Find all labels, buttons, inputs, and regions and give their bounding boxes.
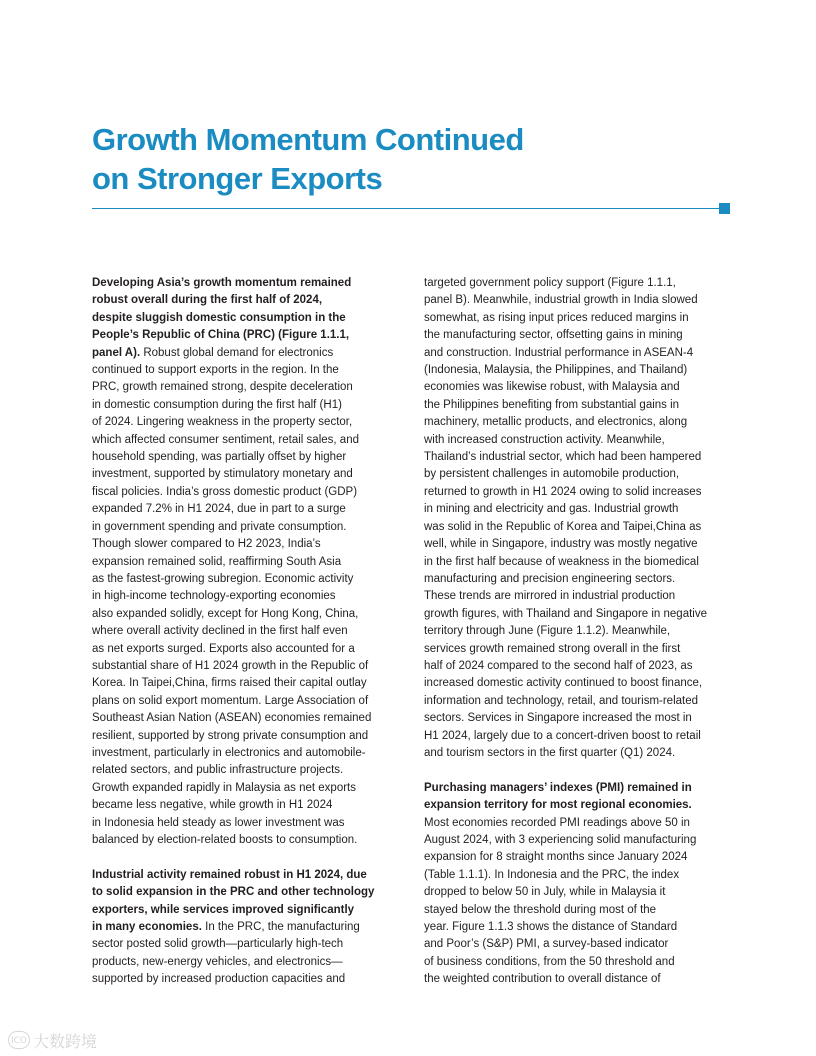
text-run: increased domestic activity continued to boost finance,: [424, 677, 703, 690]
text-run: balanced by election-related boosts to consumption.: [92, 834, 358, 846]
text-line: [424, 780, 729, 797]
text-line: [424, 641, 729, 658]
text-line: [92, 728, 397, 745]
text-line: [424, 449, 729, 466]
text-run: products, new-energy vehicles, and electronics—: [92, 955, 343, 968]
divider-end-square: [719, 203, 730, 214]
text-line: [424, 971, 729, 988]
bold-run: panel A).: [92, 346, 141, 359]
text-run: panel B). Meanwhile, industrial growth in India slowed: [424, 294, 698, 307]
text-run: growth figures, with Thailand and Singapore in negative: [424, 607, 707, 620]
text-line: [424, 797, 729, 814]
text-line: [424, 536, 729, 553]
text-line: [92, 762, 397, 779]
text-line: [92, 432, 397, 449]
text-run: In the PRC, the manufacturing: [201, 921, 360, 934]
text-line: [424, 728, 729, 745]
text-line: [92, 519, 397, 536]
text-run: Though slower compared to H2 2023, India’s: [92, 538, 321, 551]
text-line: [424, 466, 729, 483]
text-line: [92, 919, 397, 936]
text-run: was solid in the Republic of Korea and Taipei,China as: [424, 520, 702, 533]
text-line: [92, 884, 397, 901]
text-run: Robust global demand for electronics: [140, 346, 334, 359]
text-line: [92, 310, 397, 327]
text-line: [92, 780, 397, 797]
text-line: [92, 641, 397, 658]
text-line: [424, 432, 729, 449]
text-run: August 2024, with 3 experiencing solid manufacturing: [424, 833, 697, 846]
paragraph-pmi: [424, 780, 729, 989]
text-line: [424, 745, 729, 762]
text-line: [424, 519, 729, 536]
text-line: [424, 658, 729, 675]
right-column: [424, 275, 729, 989]
bold-run: exporters, while services improved significantly: [92, 903, 355, 916]
text-line: [424, 815, 729, 832]
text-run: continued to support exports in the region. In the: [92, 364, 339, 377]
text-run: manufacturing and precision engineering sectors.: [424, 572, 676, 585]
text-line: [92, 710, 397, 727]
bold-run: People’s Republic of China (PRC) (Figure 1.1.1,: [92, 329, 350, 342]
text-run: H1 2024, largely due to a concert-driven boost to retail: [424, 729, 701, 742]
text-line: [424, 397, 729, 414]
text-run: targeted government policy support (Figure 1.1.1,: [424, 277, 676, 289]
watermark: [8, 1029, 97, 1051]
text-line: [424, 849, 729, 866]
text-line: [92, 397, 397, 414]
title-divider: [92, 208, 720, 209]
text-run: in mining and electricity and gas. Industrial growth: [424, 503, 679, 516]
text-run: as the fastest-growing subregion. Economic activity: [92, 572, 354, 585]
text-line: [424, 710, 729, 727]
text-line: [92, 536, 397, 553]
text-line: [92, 815, 397, 832]
text-run: stayed below the threshold during most of the: [424, 903, 657, 916]
text-run: (Table 1.1.1). In Indonesia and the PRC, the index: [424, 868, 680, 881]
text-line: [424, 362, 729, 379]
text-run: economies was likewise robust, with Malaysia and: [424, 381, 680, 394]
text-run: the manufacturing sector, offsetting gains in mining: [424, 329, 683, 342]
text-run: in government spending and private consumption.: [92, 520, 347, 533]
text-run: and tourism sectors in the first quarter (Q1) 2024.: [424, 746, 676, 759]
text-run: household spending, was partially offset by higher: [92, 451, 347, 464]
text-run: Korea. In Taipei,China, firms raised their capital outlay: [92, 677, 367, 690]
text-run: returned to growth in H1 2024 owing to solid increases: [424, 485, 702, 498]
text-run: of business conditions, from the 50 threshold and: [424, 955, 675, 968]
text-run: in domestic consumption during the first half (H1): [92, 398, 342, 411]
text-run: Southeast Asian Nation (ASEAN) economies remained: [92, 712, 372, 725]
text-run: Most economies recorded PMI readings above 50 in: [424, 816, 690, 829]
text-line: [424, 292, 729, 309]
text-run: resilient, supported by strong private consumption and: [92, 729, 369, 742]
text-line: [424, 571, 729, 588]
text-run: with increased construction activity. Meanwhile,: [424, 433, 665, 446]
text-line: [92, 449, 397, 466]
text-run: in the first half because of weakness in the biomedical: [424, 555, 699, 568]
text-run: machinery, metallic products, and electronics, along: [424, 416, 688, 429]
text-line: [92, 797, 397, 814]
text-run: Growth expanded rapidly in Malaysia as net exports: [92, 781, 357, 794]
text-line: [424, 675, 729, 692]
bold-run: robust overall during the first half of 2024,: [92, 294, 323, 307]
text-line: [92, 902, 397, 919]
paragraph-growth-momentum: [92, 275, 397, 849]
page-title: [92, 120, 732, 198]
text-run: information and technology, retail, and tourism-related: [424, 694, 699, 707]
text-run: sectors. Services in Singapore increased the most in: [424, 712, 692, 725]
text-run: dropped to below 50 in July, while in Malaysia it: [424, 886, 666, 899]
text-run: expansion for 8 straight months since January 2024: [424, 851, 688, 864]
text-run: sector posted solid growth—particularly high-tech: [92, 938, 344, 951]
text-line: [92, 658, 397, 675]
text-line: [424, 414, 729, 431]
text-line: [424, 936, 729, 953]
text-line: [424, 588, 729, 605]
text-line: [424, 884, 729, 901]
watermark-text: 大数跨境: [33, 1031, 98, 1051]
text-line: [424, 919, 729, 936]
text-line: [92, 867, 397, 884]
paragraph-industrial-activity: [92, 867, 397, 989]
text-run: Thailand’s industrial sector, which had been hampered: [424, 451, 702, 464]
bold-run: in many economies.: [92, 921, 202, 934]
text-line: [92, 554, 397, 571]
text-line: [424, 310, 729, 327]
text-run: well, while in Singapore, industry was mostly negative: [424, 538, 698, 551]
text-run: expanded 7.2% in H1 2024, due in part to a surge: [92, 503, 346, 516]
text-run: where overall activity declined in the first half even: [92, 625, 348, 638]
text-line: [424, 867, 729, 884]
text-line: [424, 275, 729, 292]
text-run: services growth remained strong overall in the first: [424, 642, 681, 655]
text-line: [424, 501, 729, 518]
text-line: [92, 484, 397, 501]
text-run: investment, supported by stimulatory monetary and: [92, 468, 353, 481]
text-line: [424, 606, 729, 623]
text-run: investment, particularly in electronics and automobile-: [92, 746, 366, 759]
text-run: territory through June (Figure 1.1.2). Meanwhile,: [424, 625, 671, 638]
bold-run: Industrial activity remained robust in H1 2024, due: [92, 868, 367, 881]
text-line: [424, 379, 729, 396]
text-line: [424, 832, 729, 849]
text-line: [92, 275, 397, 292]
text-run: which affected consumer sentiment, retail sales, and: [92, 433, 359, 446]
text-run: fiscal policies. India’s gross domestic product (GDP): [92, 485, 358, 498]
text-line: [424, 623, 729, 640]
text-line: [92, 292, 397, 309]
text-run: and construction. Industrial performance in ASEAN-4: [424, 346, 694, 359]
text-line: [92, 379, 397, 396]
text-line: [424, 693, 729, 710]
text-line: [92, 954, 397, 971]
bold-run: Developing Asia’s growth momentum remained: [92, 277, 352, 289]
text-line: [92, 606, 397, 623]
page-title-line-1: Growth Momentum Continued: [92, 122, 524, 157]
left-column: [92, 275, 397, 989]
text-line: [92, 466, 397, 483]
text-run: year. Figure 1.1.3 shows the distance of Standard: [424, 921, 678, 934]
text-run: expansion remained solid, reaffirming South Asia: [92, 555, 342, 568]
text-run: as net exports surged. Exports also accounted for a: [92, 642, 355, 655]
text-line: [424, 554, 729, 571]
text-line: [92, 936, 397, 953]
text-run: somewhat, as rising input prices reduced margins in: [424, 311, 689, 324]
text-line: [92, 623, 397, 640]
text-line: [92, 832, 397, 849]
paragraph-industrial-continued: [424, 275, 729, 762]
text-line: [424, 902, 729, 919]
text-line: [92, 971, 397, 988]
text-line: [424, 484, 729, 501]
text-run: related sectors, and public infrastructure projects.: [92, 764, 344, 777]
text-run: plans on solid export momentum. Large Association of: [92, 694, 369, 707]
text-run: supported by increased production capacities and: [92, 973, 346, 986]
text-run: substantial share of H1 2024 growth in the Republic of: [92, 659, 369, 672]
text-run: of 2024. Lingering weakness in the property sector,: [92, 416, 353, 429]
bold-run: expansion territory for most regional economies.: [424, 799, 692, 812]
text-line: [92, 345, 397, 362]
bold-run: despite sluggish domestic consumption in the: [92, 311, 346, 324]
text-run: PRC, growth remained strong, despite deceleration: [92, 381, 353, 394]
text-line: [92, 588, 397, 605]
text-run: and Poor’s (S&P) PMI, a survey-based indicator: [424, 938, 669, 951]
text-run: (Indonesia, Malaysia, the Philippines, and Thailand): [424, 364, 688, 377]
text-run: the weighted contribution to overall distance of: [424, 973, 661, 986]
text-run: the Philippines benefiting from substantial gains in: [424, 398, 680, 411]
text-run: in Indonesia held steady as lower investment was: [92, 816, 345, 829]
text-line: [92, 414, 397, 431]
text-run: These trends are mirrored in industrial production: [424, 590, 676, 603]
text-line: [424, 345, 729, 362]
text-run: by persistent challenges in automobile production,: [424, 468, 680, 481]
bold-run: to solid expansion in the PRC and other technology: [92, 886, 375, 899]
text-line: [92, 675, 397, 692]
text-line: [92, 745, 397, 762]
watermark-logo-icon: ICO: [8, 1031, 30, 1049]
text-run: half of 2024 compared to the second half of 2023, as: [424, 659, 693, 672]
text-run: in high-income technology-exporting economies: [92, 590, 336, 603]
bold-run: Purchasing managers’ indexes (PMI) remained in: [424, 781, 692, 794]
text-line: [92, 501, 397, 518]
text-line: [92, 571, 397, 588]
text-line: [92, 327, 397, 344]
text-line: [424, 954, 729, 971]
text-line: [424, 327, 729, 344]
text-line: [92, 362, 397, 379]
page-title-line-2: on Stronger Exports: [92, 161, 383, 196]
text-run: became less negative, while growth in H1 2024: [92, 799, 333, 812]
text-line: [92, 693, 397, 710]
text-run: also expanded solidly, except for Hong Kong, China,: [92, 607, 359, 620]
